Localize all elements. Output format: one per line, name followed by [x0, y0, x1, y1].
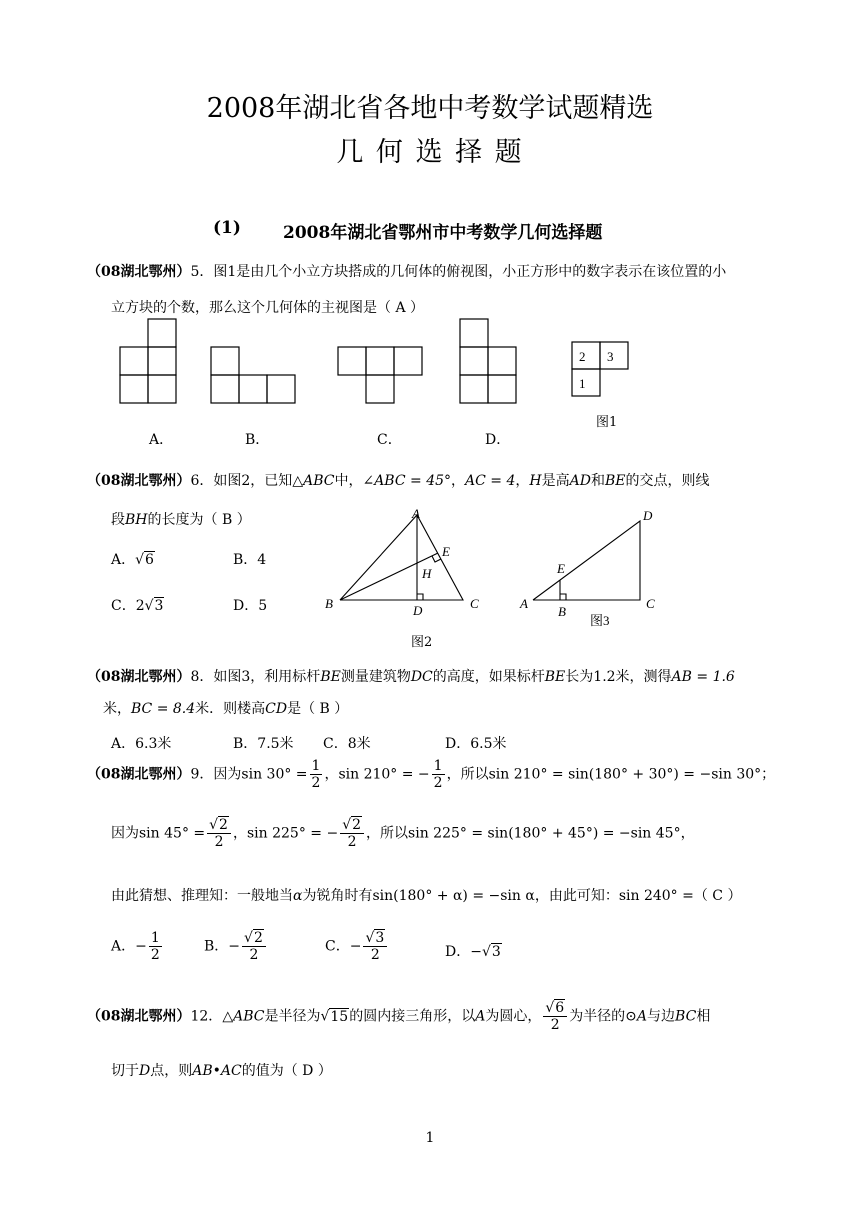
text: 中， [334, 473, 363, 489]
fraction [363, 930, 387, 963]
question-5-line1 [87, 261, 726, 281]
text: 测量建筑物 [340, 669, 411, 685]
page-subtitle: 几 何 选 择 题 [336, 137, 524, 168]
q8-option-c: C．8米 [323, 736, 371, 752]
math: BH [125, 512, 148, 528]
text: 相 [696, 1008, 711, 1025]
text: ， [324, 766, 339, 783]
option-c: C．2√3 [111, 598, 164, 614]
figure-2-caption: 图2 [411, 635, 433, 650]
question-8-line2 [103, 698, 348, 718]
text: 的交点，则线 [625, 473, 710, 489]
text: A． [111, 552, 136, 568]
question-5-figures [110, 316, 670, 412]
text: ， [680, 825, 695, 842]
question-6-line2 [111, 509, 251, 529]
fig3-label-d: D [643, 508, 653, 523]
q8-option-d: D．6.5米 [445, 736, 507, 752]
figure-3-caption: 图3 [590, 613, 610, 628]
option-b: B．4 [233, 552, 267, 568]
text: 是（ B ） [287, 701, 349, 717]
math: A [636, 1008, 648, 1025]
figures-2-3 [320, 505, 680, 630]
option-c-figure [338, 347, 422, 403]
question-9-line1 [87, 758, 775, 791]
math: sin 240° = [618, 888, 694, 904]
math: BE [544, 669, 566, 685]
fraction [242, 930, 266, 963]
text: 的圆内接三角形，以 [349, 1008, 476, 1025]
fig2-label-d: D [413, 603, 423, 618]
option-a-figure [120, 319, 176, 403]
denominator: 2 [550, 1017, 560, 1034]
text: 的长度为（ B ） [147, 512, 251, 528]
numerator: √3 [363, 930, 387, 947]
numerator: √2 [207, 817, 231, 834]
text: 6．如图2，已知 [190, 473, 293, 489]
fraction [149, 930, 162, 963]
math: AC = 4 [465, 473, 516, 489]
math: sin(180° + α) = −sin α [372, 888, 535, 904]
question-9-line3 [111, 885, 741, 905]
option-a: A．√6 [111, 552, 154, 568]
option-d-label: D． [485, 432, 511, 448]
text: 9．因为 [190, 766, 242, 783]
text: 米， [103, 701, 131, 717]
text: C．2 [111, 598, 145, 614]
numerator: 1 [150, 930, 160, 946]
math: AD [569, 473, 591, 489]
fig2-label-c: C [470, 596, 479, 611]
q9-option-d: D．−√3 [445, 944, 501, 960]
radicand: 2 [253, 930, 263, 946]
math: H [529, 473, 542, 489]
math: BE [320, 669, 341, 685]
numerator: 1 [433, 758, 443, 774]
radicand: 3 [154, 598, 164, 614]
denominator: 2 [433, 775, 443, 792]
question-5-text: 5．图1是由几个小立方块搭成的几何体的俯视图，小正方形中的数字表示在该位置的小 [190, 264, 727, 280]
source-tag: （08湖北鄂州） [87, 264, 191, 280]
figure-1-caption: 图1 [596, 415, 618, 430]
text: 是高 [541, 473, 570, 489]
fig2-label-e: E [442, 544, 450, 559]
question-12-line2 [111, 1060, 332, 1080]
radicand: 2 [219, 817, 228, 833]
radicand: 3 [375, 930, 385, 946]
source-tag: （08湖北鄂州） [87, 473, 191, 489]
math: ABC [303, 473, 335, 489]
text: ， [515, 473, 530, 489]
option-d-figure [460, 319, 516, 403]
radicand: 3 [491, 944, 501, 960]
fraction [543, 1000, 567, 1033]
fig3-label-b: B [558, 604, 566, 619]
math: ABC [233, 1008, 265, 1025]
math: CD [265, 701, 288, 717]
option-a-label: A． [149, 432, 174, 448]
math: sin 30° = [241, 766, 308, 783]
radicand: 2 [352, 817, 362, 833]
text: ， [451, 473, 466, 489]
fig2-label-b: B [325, 596, 333, 611]
fig3-label-e: E [557, 561, 565, 576]
grid-number: 1 [579, 376, 586, 391]
source-tag: （08湖北鄂州） [87, 669, 191, 685]
text: 为锐角时有 [302, 888, 373, 904]
math: sin 225° = − [246, 825, 339, 842]
source-tag: （08湖北鄂州） [87, 766, 191, 783]
q9-option-c [325, 930, 389, 963]
numerator: 1 [311, 758, 321, 774]
q8-option-b: B．7.5米 [233, 736, 294, 752]
text: 与边 [647, 1008, 676, 1025]
text: 为半径的⊙ [569, 1008, 637, 1025]
q9-option-b [204, 930, 268, 963]
text: B．− [204, 938, 241, 955]
text: ， [232, 825, 247, 842]
radicand: 6 [145, 552, 154, 568]
option-d: D．5 [233, 598, 268, 614]
text: 长为1.2米，测得 [565, 669, 672, 685]
question-8-line1 [87, 666, 735, 686]
fig3-label-a: A [520, 596, 528, 611]
question-9-line2 [111, 817, 695, 850]
math: α [293, 888, 303, 904]
fig2-label-a: A [412, 506, 420, 521]
math: DC [410, 669, 433, 685]
text: 的高度，如果标杆 [432, 669, 545, 685]
denominator: 2 [347, 834, 357, 851]
radicand: 6 [555, 1000, 565, 1016]
denominator: 2 [311, 775, 321, 792]
text: 切于 [111, 1063, 139, 1079]
fraction [207, 817, 231, 850]
radicand: 15 [330, 1008, 349, 1025]
text: 和 [590, 473, 605, 489]
math: sin 45° = [139, 825, 206, 842]
math: AB•AC [192, 1063, 242, 1079]
text: 点，则 [150, 1063, 193, 1079]
text: C．− [325, 938, 362, 955]
math: BC = 8.4 [131, 701, 196, 717]
text: 由此猜想、推理知：一般地当 [111, 888, 293, 904]
math: A [475, 1008, 486, 1025]
math: sin 210° = sin(180° + 30°) = −sin 30° [488, 766, 762, 783]
text: 因为 [111, 825, 139, 842]
math: sin 210° = − [338, 766, 430, 783]
fraction [340, 817, 364, 850]
math: D [139, 1063, 151, 1079]
page-number: 1 [425, 1130, 435, 1146]
text: ，所以 [366, 825, 409, 842]
text: （ C ） [693, 888, 742, 904]
figure-3-triangle [533, 521, 640, 600]
text: ，由此可知： [534, 888, 619, 904]
text: D．− [445, 944, 482, 960]
text: 米．则楼高 [195, 701, 266, 717]
question-6-line1: （08湖北鄂州）6．如图2，已知△ABC中，∠ABC = 45°，AC = 4，H是高AD和BE的交点，则线 [87, 473, 710, 489]
math: AB = 1.6 [671, 669, 735, 685]
page-title: 2008年湖北省各地中考数学试题精选 [206, 93, 654, 124]
numerator: √2 [242, 930, 266, 947]
section-number: (1) [213, 218, 241, 238]
denominator: 2 [370, 947, 380, 964]
denominator: 2 [249, 947, 259, 964]
text: 的值为（ D ） [241, 1063, 332, 1079]
numerator: √2 [340, 817, 364, 834]
text: 12． [190, 1008, 223, 1025]
q8-option-a: A．6.3米 [111, 736, 172, 752]
fraction [310, 758, 323, 791]
question-12-line1: （08湖北鄂州）12．△ABC是半径为√15的圆内接三角形，以A为圆心， $\frac{√6}{2}$ 为半径的⊙A与边BC相 [87, 1000, 711, 1034]
option-c-label: C． [377, 432, 402, 448]
grid-number: 2 [579, 349, 586, 364]
fig3-label-c: C [646, 596, 655, 611]
denominator: 2 [214, 834, 224, 851]
grid-number: 3 [607, 349, 614, 364]
option-b-figure [211, 347, 295, 403]
text: 为圆心， [485, 1008, 542, 1025]
fraction [432, 758, 445, 791]
text: 是半径为 [264, 1008, 321, 1025]
text: ，所以 [446, 766, 489, 783]
text: 8．如图3，利用标杆 [190, 669, 321, 685]
section-title: 2008年湖北省鄂州市中考数学几何选择题 [283, 223, 603, 243]
denominator: 2 [150, 947, 160, 964]
math: ∠ABC = 45° [362, 473, 452, 489]
math: BC [675, 1008, 697, 1025]
fig2-label-h: H [422, 566, 432, 581]
option-b-label: B． [245, 432, 270, 448]
text: 段 [111, 512, 125, 528]
math: sin 225° = sin(180° + 45°) = −sin 45° [408, 825, 681, 842]
question-5-line2: 立方块的个数，那么这个几何体的主视图是（ A ） [111, 300, 425, 316]
text: ； [761, 766, 776, 783]
numerator: √6 [543, 1000, 567, 1017]
math: BE [604, 473, 626, 489]
text: A．− [111, 938, 147, 955]
source-tag: （08湖北鄂州） [87, 1008, 191, 1025]
q9-option-a [111, 930, 164, 963]
